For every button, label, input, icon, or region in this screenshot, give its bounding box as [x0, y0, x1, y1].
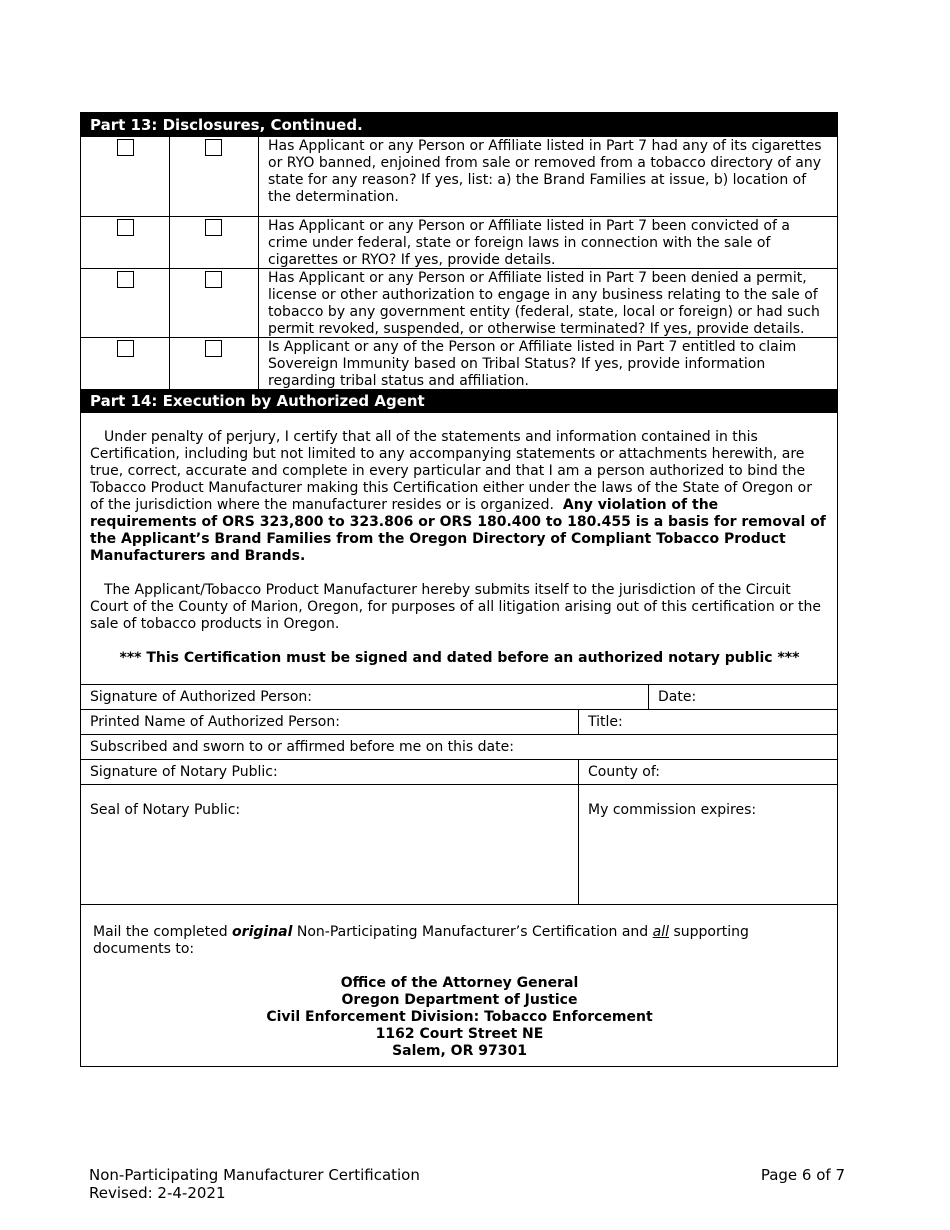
- no-column: [170, 217, 259, 268]
- printed-name-field[interactable]: Printed Name of Authorized Person:: [90, 714, 340, 730]
- mail-intro-post: supporting documents to:: [93, 924, 749, 957]
- mail-intro: [90, 924, 829, 958]
- notary-signature-field[interactable]: Signature of Notary Public:: [90, 764, 278, 780]
- title-field[interactable]: Title:: [578, 710, 837, 734]
- mail-all: all: [652, 924, 670, 940]
- mailing-instructions: [81, 904, 837, 1067]
- perjury-text: Under penalty of perjury, I certify that all of the statements and information contained in this Certification, including but not limited to any accompanying statements or attachments herewith, are true, correct, accurate and complete in every particular and that I am a person authorized to bind the Tobacco Product Manufacturer making this Certification either under the laws of the State of Oregon or of the jurisdiction where the manufacturer resides or is organized.: [90, 429, 812, 513]
- mail-intro-pre: Mail the completed: [93, 924, 233, 940]
- yes-checkbox[interactable]: [117, 139, 134, 156]
- yes-column: [81, 338, 170, 389]
- yes-checkbox[interactable]: [117, 340, 134, 357]
- jurisdiction-paragraph: The Applicant/Tobacco Product Manufacturer hereby submits itself to the jurisdiction of the Circuit Court of the County of Marion, Oregon, for purposes of all litigation arising out of this certification or the sale of tobacco products in Oregon.: [90, 582, 821, 632]
- yes-checkbox[interactable]: [117, 271, 134, 288]
- address-line: 1162 Court Street NE: [375, 1026, 544, 1042]
- page-number: Page 6 of 7: [760, 1166, 845, 1184]
- execution-statement: [81, 413, 837, 684]
- no-column: [170, 137, 259, 216]
- signature-row: [81, 684, 837, 709]
- subscribed-date-field[interactable]: Subscribed and sworn to or affirmed before me on this date:: [90, 739, 514, 755]
- no-checkbox[interactable]: [205, 340, 222, 357]
- address-line: Civil Enforcement Division: Tobacco Enforcement: [266, 1009, 653, 1025]
- mailing-address: [90, 975, 829, 1060]
- mail-intro-mid: Non-Participating Manufacturer’s Certification and: [292, 924, 653, 940]
- no-checkbox[interactable]: [205, 139, 222, 156]
- question-text: Is Applicant or any of the Person or Affiliate listed in Part 7 entitled to claim Sovereign Immunity based on Tribal Status? If yes, provide information regarding tribal status and affiliation.: [268, 339, 797, 389]
- yes-column: [81, 217, 170, 268]
- county-field[interactable]: County of:: [578, 760, 837, 784]
- violation-warning: Any violation of the requirements of ORS 323,800 to 323.806 or ORS 180.400 to 180.455 is a basis for removal of the Applicant’s Brand Families from the Oregon Directory of Compliant Tobacco Product Manufacturers and Brands.: [90, 497, 826, 564]
- no-column: [170, 269, 259, 337]
- revised-date: Revised: 2-4-2021: [89, 1184, 226, 1202]
- question-text: Has Applicant or any Person or Affiliate listed in Part 7 been denied a permit, license or other authorization to engage in any business relating to the sale of tobacco by any government entity (federal, state, local or foreign) or had such permit revoked, suspended, or otherwise terminated? If yes, provide details.: [268, 270, 820, 337]
- page-footer: [89, 1166, 845, 1202]
- form-name: Non-Participating Manufacturer Certification: [89, 1166, 420, 1184]
- notary-row: [81, 759, 837, 784]
- yes-checkbox[interactable]: [117, 219, 134, 236]
- commission-expires-field[interactable]: My commission expires:: [578, 785, 837, 904]
- no-checkbox[interactable]: [205, 271, 222, 288]
- no-checkbox[interactable]: [205, 219, 222, 236]
- printed-name-row: [81, 709, 837, 734]
- certification-form: [80, 112, 838, 1067]
- address-line: Office of the Attorney General: [340, 975, 579, 991]
- part14-header: Part 14: Execution by Authorized Agent: [81, 389, 837, 413]
- subscribed-row: [81, 734, 837, 759]
- no-column: [170, 338, 259, 389]
- question-text: Has Applicant or any Person or Affiliate listed in Part 7 been convicted of a crime under federal, state or foreign laws in connection with the sale of cigarettes or RYO? If yes, provide details.: [268, 218, 790, 268]
- address-line: Oregon Department of Justice: [341, 992, 578, 1008]
- question-row: [81, 269, 837, 338]
- seal-row: [81, 784, 837, 904]
- question-row: [81, 338, 837, 389]
- mail-original: original: [232, 924, 293, 940]
- yes-column: [81, 137, 170, 216]
- question-row: [81, 137, 837, 217]
- date-field[interactable]: Date:: [648, 685, 837, 709]
- perjury-paragraph: [90, 429, 829, 565]
- question-row: [81, 217, 837, 269]
- part13-header: Part 13: Disclosures, Continued.: [81, 113, 837, 137]
- yes-column: [81, 269, 170, 337]
- question-text: Has Applicant or any Person or Affiliate listed in Part 7 had any of its cigarettes or RYO banned, enjoined from sale or removed from a tobacco directory of any state for any reason? If yes, list: a) the Brand Families at issue, b) location of the determination.: [268, 138, 822, 205]
- notary-notice: *** This Certification must be signed and dated before an authorized notary public ***: [119, 650, 800, 666]
- address-line: Salem, OR 97301: [392, 1043, 527, 1059]
- signature-authorized-field[interactable]: Signature of Authorized Person:: [90, 689, 313, 705]
- notary-seal-field[interactable]: Seal of Notary Public:: [90, 802, 241, 818]
